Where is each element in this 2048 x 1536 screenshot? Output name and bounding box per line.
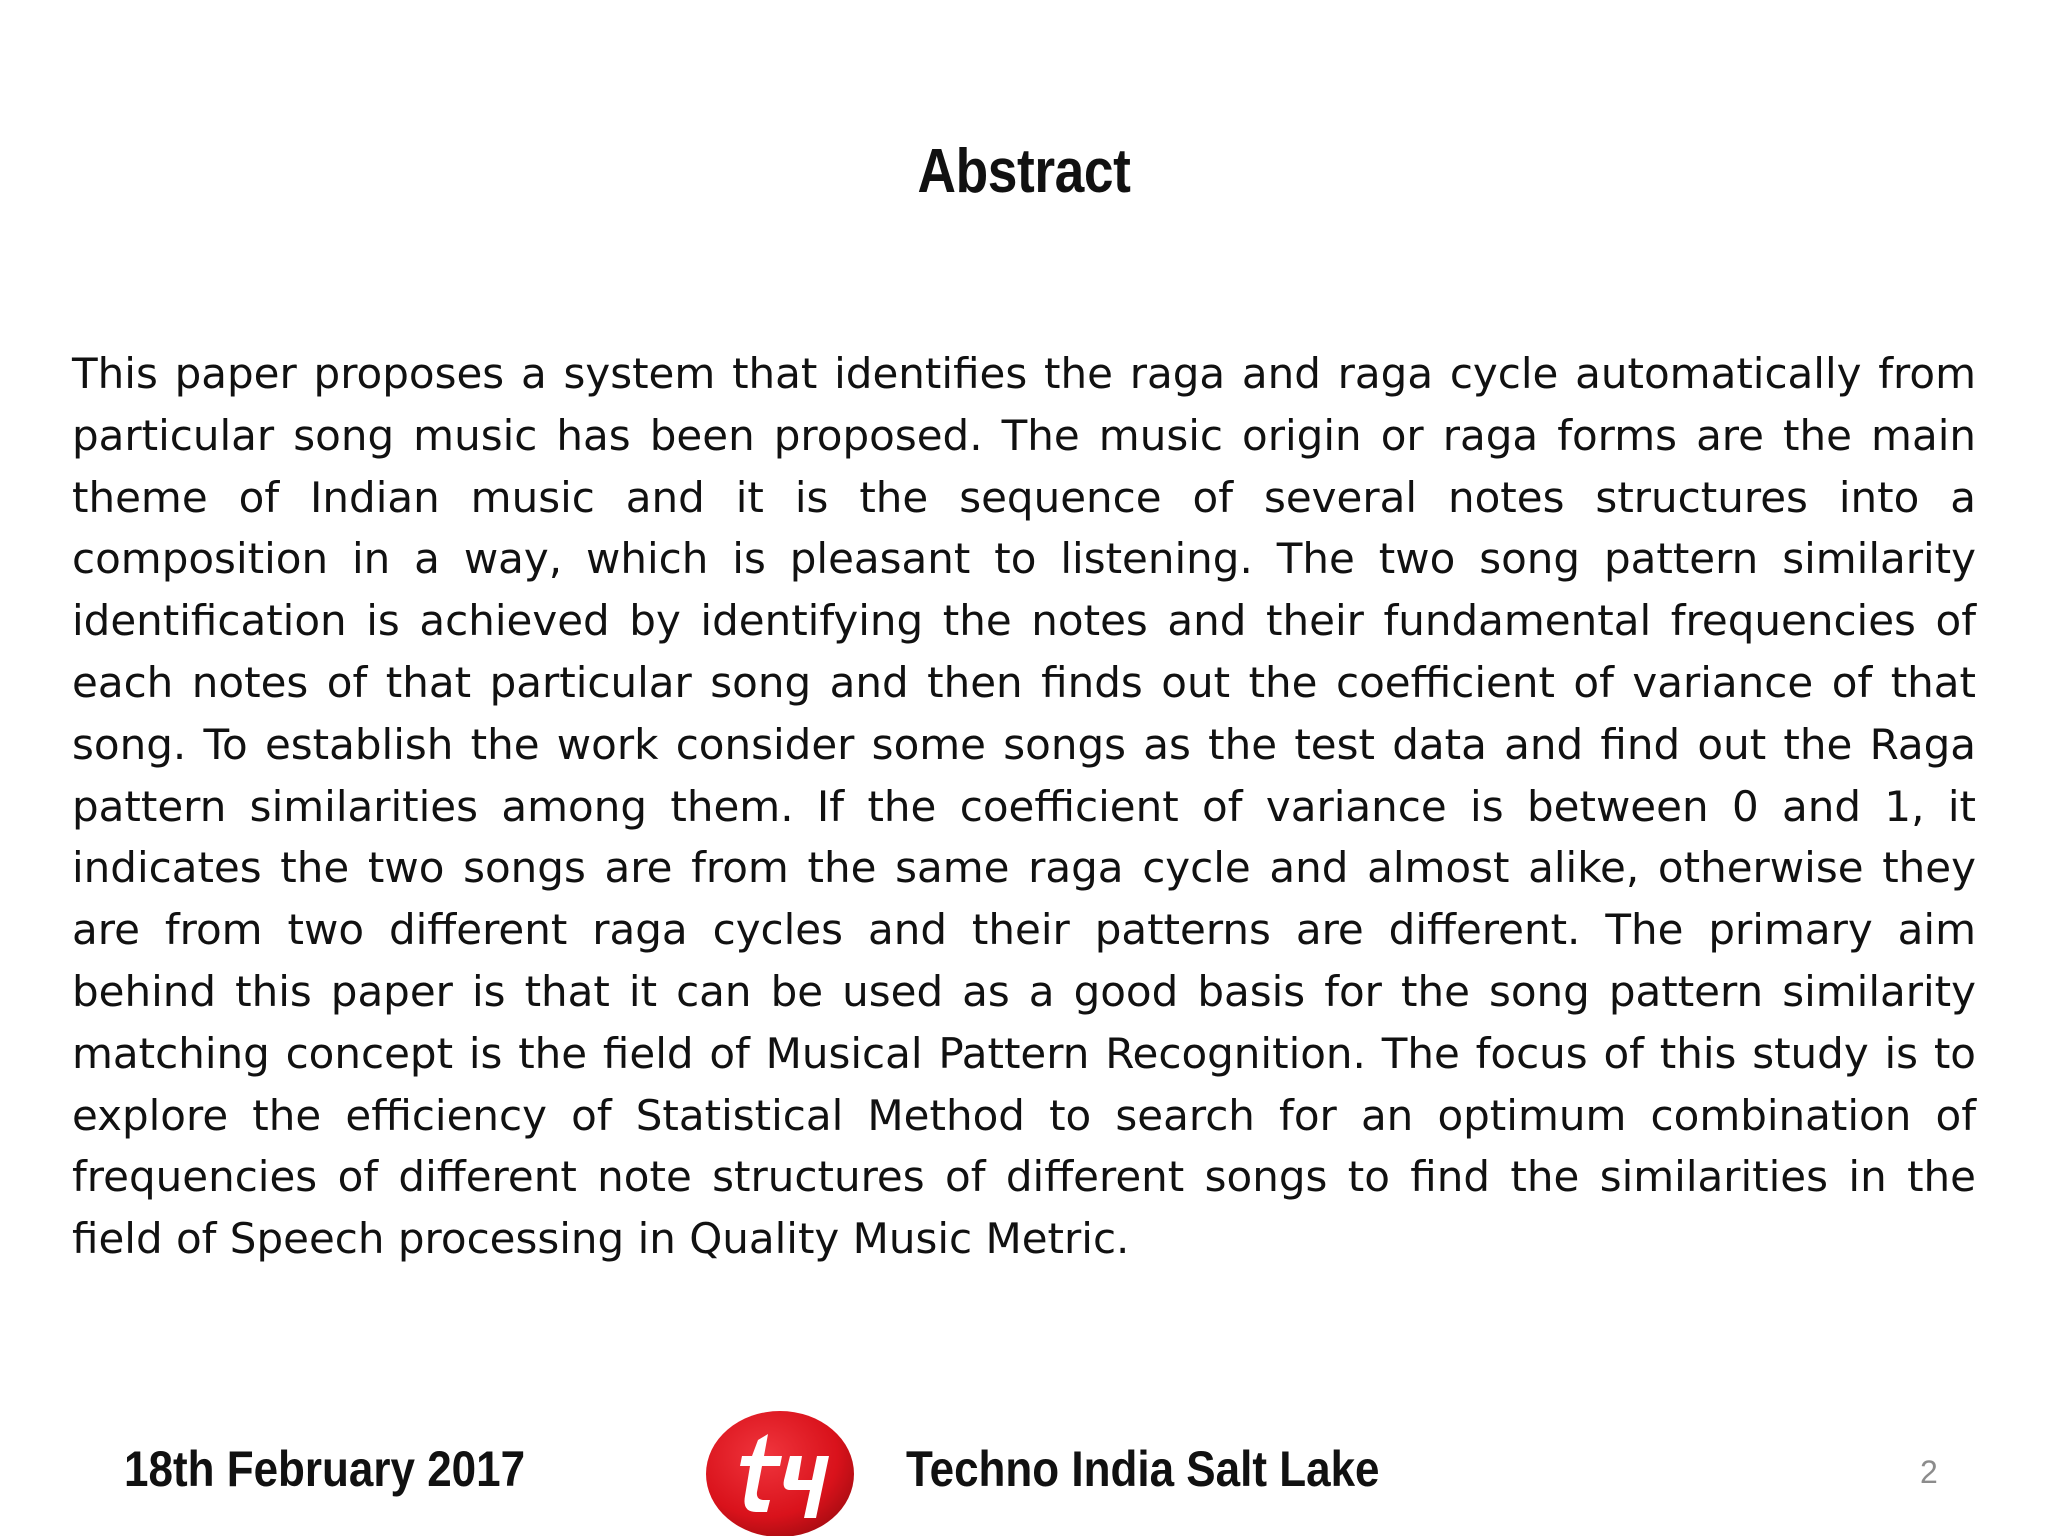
page-number: 2 — [1920, 1454, 1938, 1490]
footer-organization: Techno India Salt Lake — [906, 1441, 1380, 1497]
abstract-paragraph: This paper proposes a system that identifies the raga and raga cycle automatically from particular song music has been proposed. The music origin or raga forms are the main theme of Indian music and it is the sequence of several notes structures into a composition in a way, which is pleasant to listening. The two song pattern similarity identification is achieved by identifying the notes and their fundamental frequencies of each notes of that particular song and then finds out the coefficient of variance of that song. To establish the work consider some songs as the test data and find out the Raga pattern similarities among them. If the coefficient of variance is between 0 and 1, it indicates the two songs are from the same raga cycle and almost alike, otherwise they are from two different raga cycles and their patterns are different. The primary aim behind this paper is that it can be used as a good basis for the song pattern similarity matching concept is the field of Musical Pattern Recognition. The focus of this study is to explore the efficiency of Statistical Method to search for an optimum combination of frequencies of different note structures of different songs to find the similarities in the field of Speech processing in Quality Music Metric. — [72, 349, 1976, 1264]
footer-date: 18th February 2017 — [124, 1441, 526, 1497]
slide-title: Abstract — [917, 137, 1131, 206]
techno-india-logo-icon — [704, 1404, 856, 1536]
